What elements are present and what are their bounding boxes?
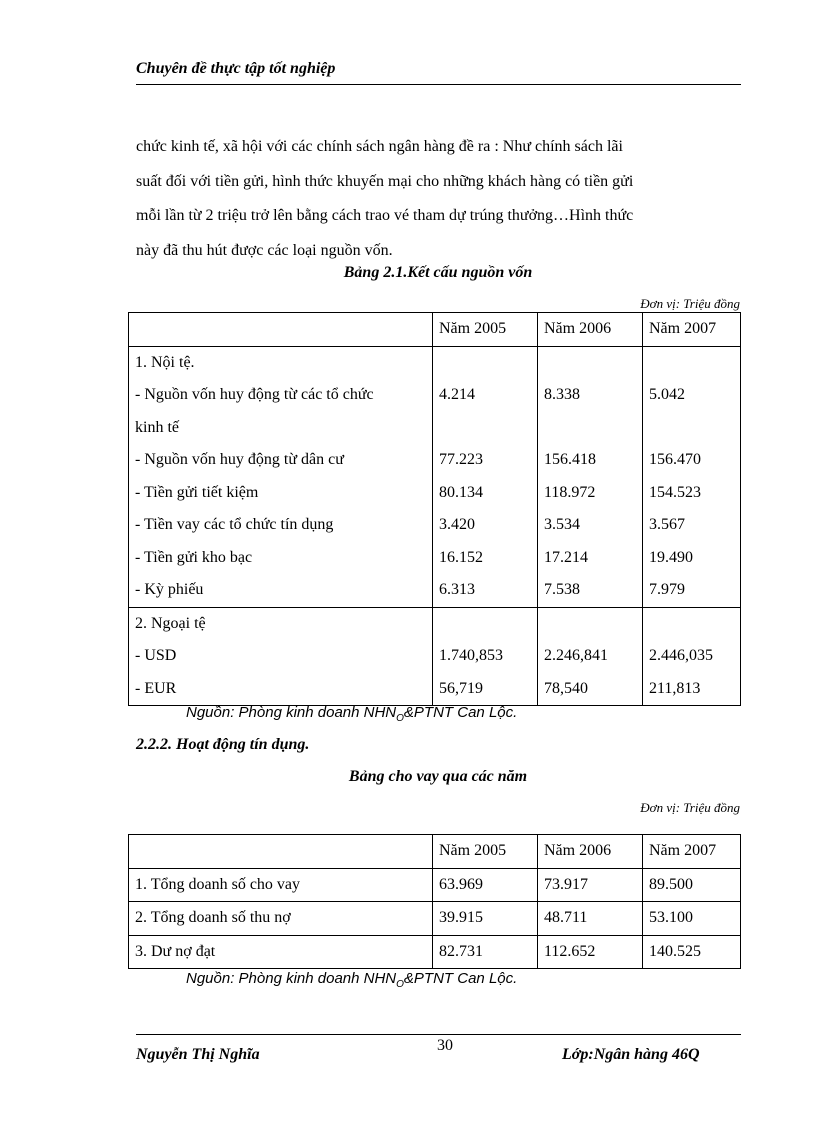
table1-unit: Đơn vị: Triệu đồng	[640, 296, 740, 311]
table2-unit: Đơn vị: Triệu đồng	[640, 800, 740, 815]
table1-caption: Bảng 2.1.Kết cấu nguồn vốn	[343, 264, 533, 281]
table-row: 1. Tổng doanh số cho vay 63.969 73.917 89.500	[129, 868, 741, 902]
paragraph-line: này đã thu hút được các loại nguồn vốn.	[136, 241, 393, 259]
column-header: Năm 2006	[544, 842, 612, 859]
header-divider	[136, 84, 741, 85]
capital-structure-table	[128, 312, 741, 706]
body-paragraph	[136, 130, 740, 268]
table-row: 3. Dư nợ đạt 82.731 112.652 140.525	[129, 935, 741, 969]
page-number: 30	[437, 1037, 453, 1054]
table-row: 1. Nội tệ. - Nguồn vốn huy động từ các tổ chức kinh tế - Nguồn vốn huy động từ dân cư - Tiền gửi tiết kiệm - Tiền vay các tổ chức tín dụng - Tiền gửi kho bạc - Kỳ phiếu 4.214 77.223 80.134 3.420 16.152 6.313 8.338 156.418 118.972 3.534 17.214 7.538 5.042 156.470 154.523 3.567 19.490 7.979	[129, 346, 741, 607]
column-header: Năm 2005	[439, 842, 507, 859]
paragraph-line: chức kinh tế, xã hội với các chính sách ngân hàng đề ra : Như chính sách lãi	[136, 138, 623, 155]
document-header-title: Chuyên đề thực tập tốt nghiệp	[136, 60, 336, 77]
column-header: Năm 2005	[439, 320, 507, 337]
column-header: Năm 2006	[544, 320, 612, 337]
loans-table	[128, 834, 741, 969]
column-header: Năm 2007	[649, 842, 717, 859]
paragraph-line: suất đối với tiền gửi, hình thức khuyến mại cho những khách hàng có tiền gửi	[136, 172, 634, 190]
table-row: 2. Tổng doanh số thu nợ 39.915 48.711 53.100	[129, 902, 741, 936]
footer-author: Nguyễn Thị Nghĩa	[136, 1046, 260, 1063]
table2-caption: Bảng cho vay qua các năm	[348, 768, 528, 785]
footer-divider	[136, 1034, 741, 1035]
footer-class: Lớp:Ngân hàng 46Q	[562, 1046, 700, 1063]
section-title: 1. Nội tệ.	[135, 353, 195, 371]
table-header-row	[129, 313, 741, 347]
column-header: Năm 2007	[649, 320, 717, 337]
table1-source: Nguồn: Phòng kinh doanh $NHN_O\&PTNT$ Can Lộc.	[186, 704, 518, 724]
table-row: 2. Ngoại tệ - USD - EUR 1.740,853 56,719 2.246,841 78,540 2.446,035 211,813	[129, 607, 741, 706]
section-title: 2. Ngoại tệ	[135, 614, 206, 632]
table-header-row	[129, 835, 741, 869]
table2-source: Nguồn: Phòng kinh doanh $NHN_O\&PTNT$ Can Lộc.	[186, 970, 518, 990]
section-heading: 2.2.2. Hoạt động tín dụng.	[136, 736, 310, 753]
paragraph-line: mỗi lần từ 2 triệu trở lên bằng cách trao vé tham dự trúng thưởng…Hình thức	[136, 207, 634, 224]
